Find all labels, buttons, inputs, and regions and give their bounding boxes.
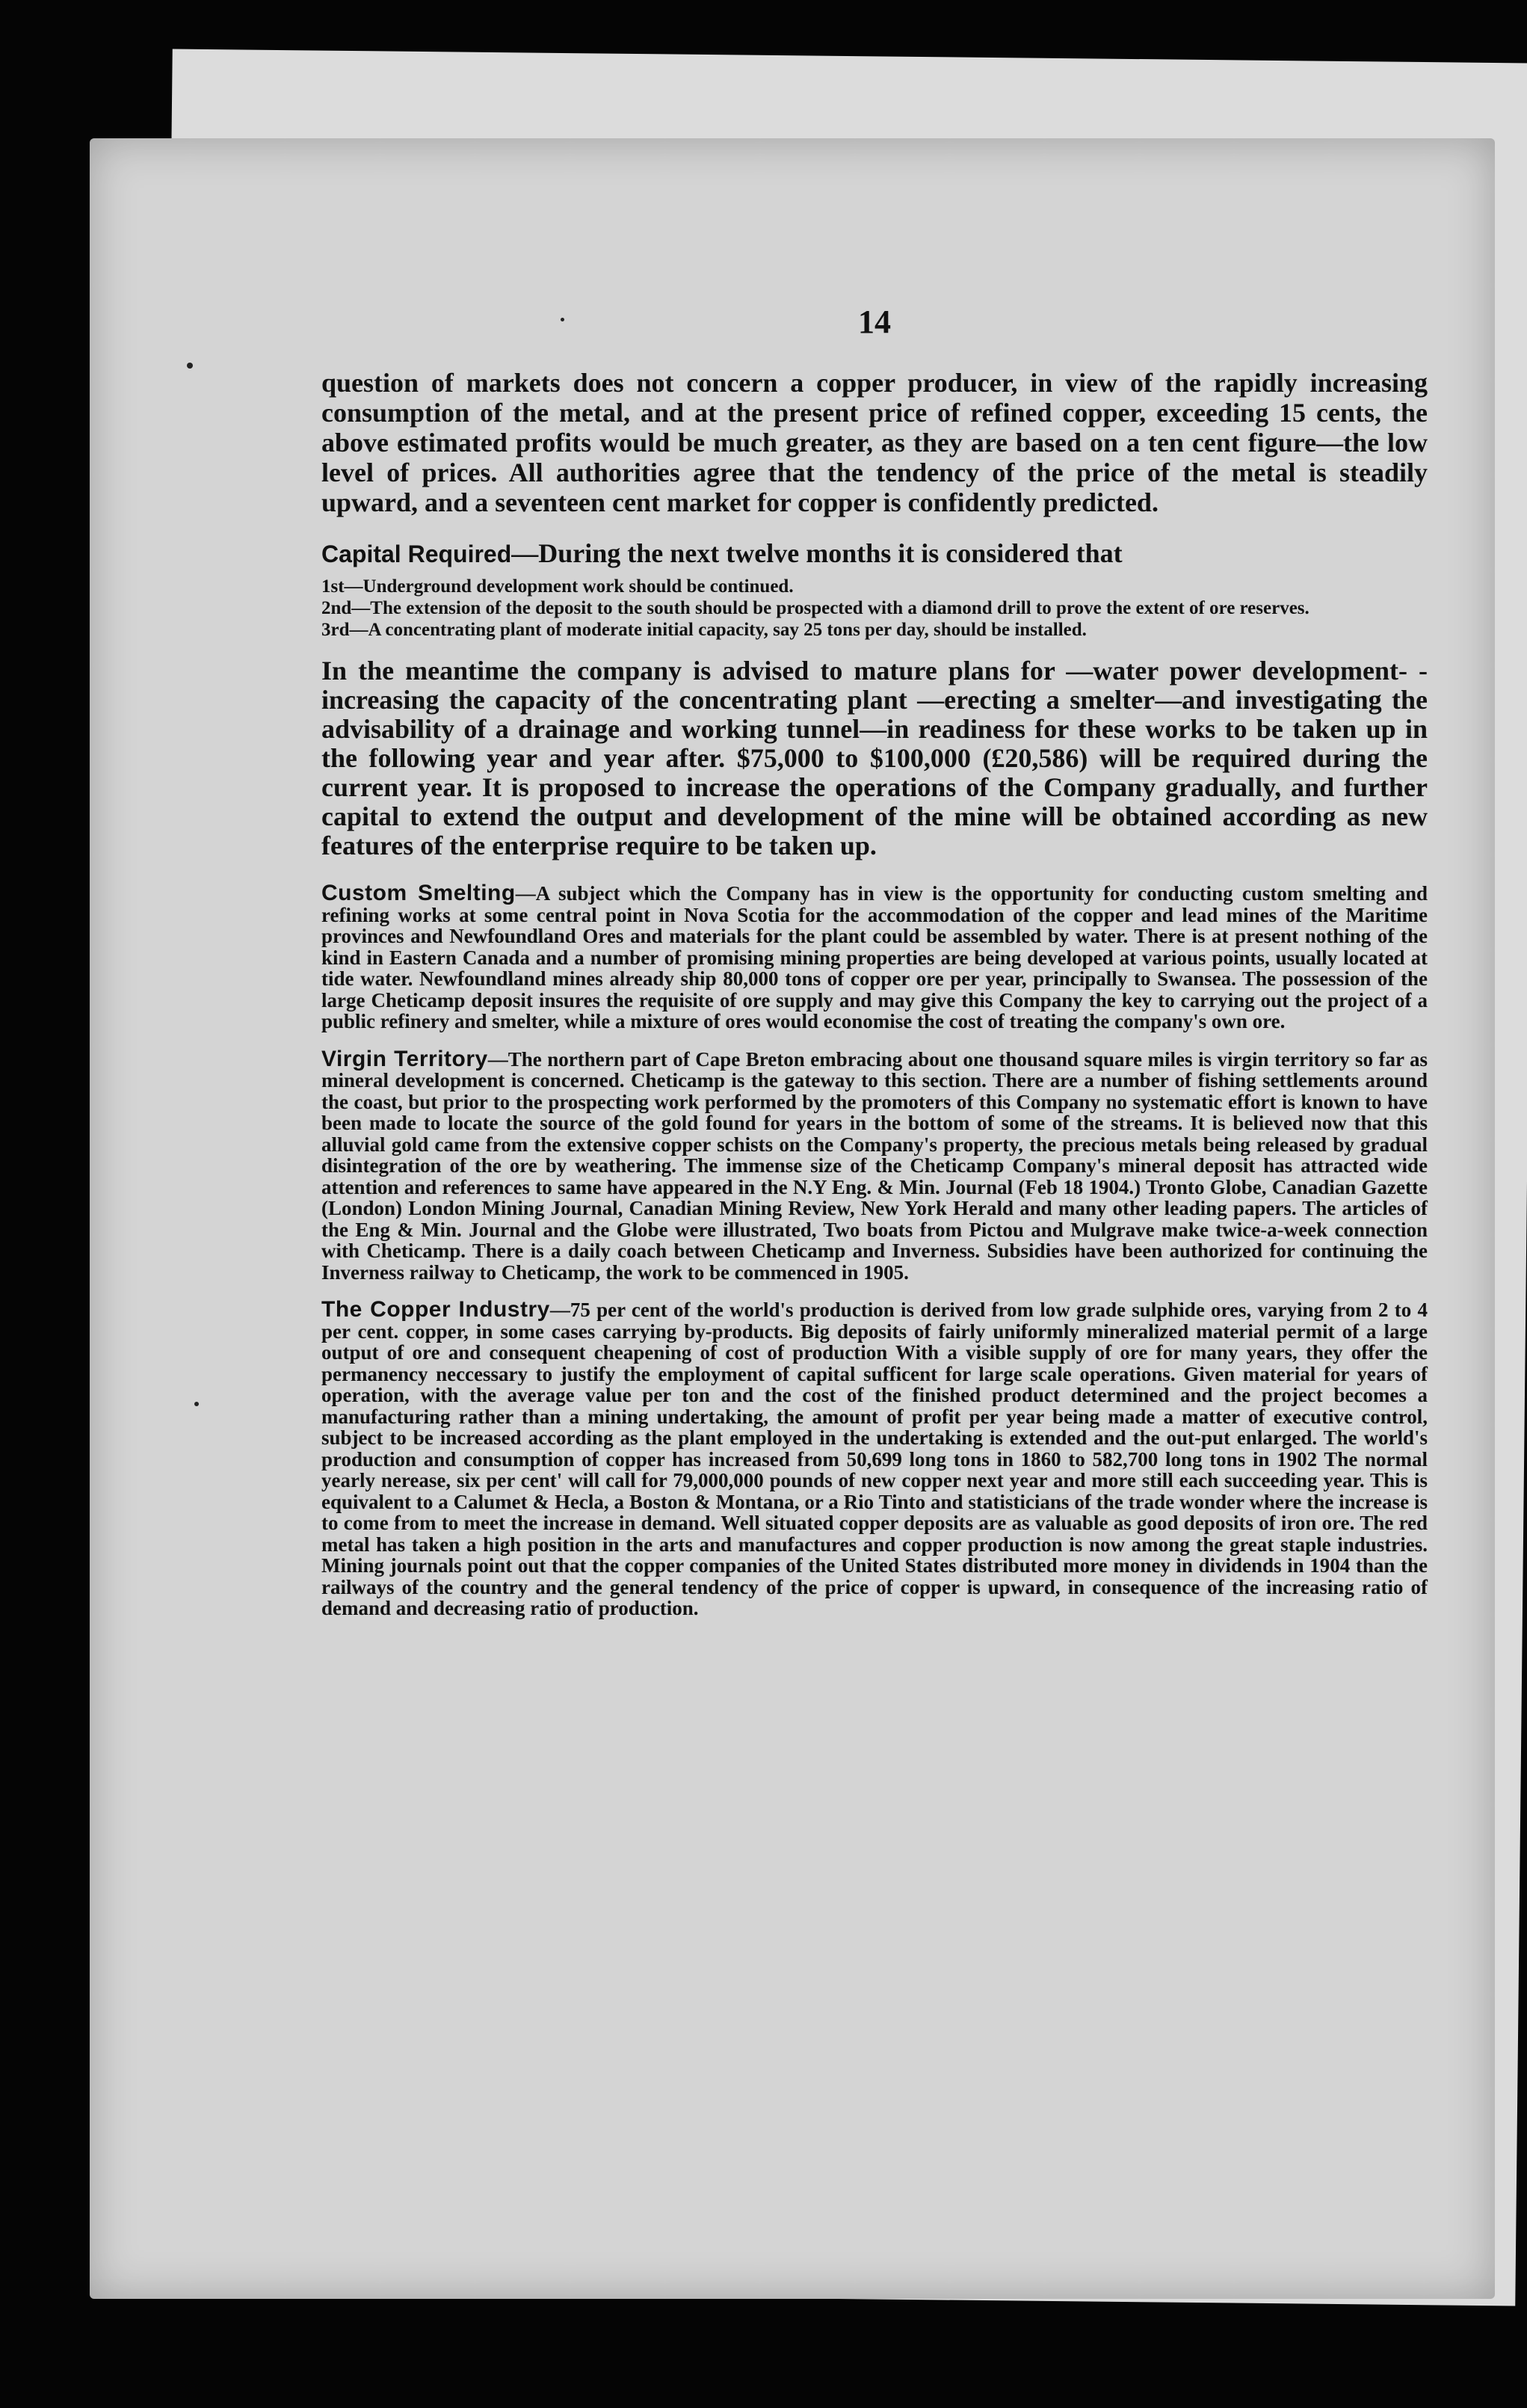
capital-required-heading: Capital Required <box>321 541 512 567</box>
section-heading: The Copper Industry <box>321 1297 550 1322</box>
page-number: 14 <box>858 304 891 340</box>
speck <box>194 1402 199 1406</box>
meantime-paragraph: In the meantime the company is advised to mature plans for —water power development- -increasing the capacity of the concentrating plant —erecting a smelter—and investigating the advisability of a drainage and working tunnel—in readiness for these works to be taken up in the following year and year after. $75,000 to $100,000 (£20,586) will be required during the current year. It is proposed to increase the operations of the Company gradually, and further capital to extend the output and development of the mine will be obtained according as new features of the enterprise require to be taken up. <box>321 656 1428 860</box>
copper-industry-section <box>321 1299 1428 1619</box>
requirement-item: 1st—Underground development work should be continued. <box>321 576 794 597</box>
virgin-territory-section <box>321 1046 1428 1284</box>
requirement-item: 3rd—A concentrating plant of moderate initial capacity, say 25 tons per day, should be installed. <box>321 620 1087 640</box>
speck <box>187 363 193 369</box>
capital-required-line <box>321 538 1428 569</box>
intro-paragraph: question of markets does not concern a copper producer, in view of the rapidly increasing consumption of the metal, and at the present price of refined copper, exceeding 15 cents, the above estimated profits would be much greater, as they are based on a ten cent figure—the low level of prices. All authorities agree that the tendency of the price of the metal is steadily upward, and a seventeen cent market for copper is confidently predicted. <box>321 368 1428 517</box>
section-text: —The northern part of Cape Breton embracing about one thousand square miles is virgin territory so far as mineral development is concerned. Cheticamp is the gateway to this section. There are a number of fishing settlements around the coast, but prior to the prospecting work performed by the promoters of this Company no systematic effort is known to have been made to locate the source of the gold found for years in the bottom of some of the streams. It is believed now that this alluvial gold came from the extensive copper schists on the Company's property, the precious metals being released by gradual disintegration of the ore by weathering. The immense size of the Cheticamp Company's mineral deposit has attracted wide attention and references to same have appeared in the N.Y Eng. & Min. Journal (Feb 18 1904.) Tronto Globe, Canadian Gazette (London) London Mining Journal, Canadian Mining Review, New York Herald and many other leading papers. The articles of the Eng & Min. Journal and the Globe were illustrated, Two boats from Pictou and Mulgrave make twice-a-week connection with Cheticamp. There is a daily coach between Cheticamp and Inverness. Subsidies have been authorized for continuing the Inverness railway to Cheticamp, the work to be commenced in 1905. <box>321 1047 1428 1284</box>
section-text: —75 per cent of the world's production is derived from low grade sulphide ores, varying from 2 to 4 per cent. copper, in some cases carrying by-products. Big deposits of fairly uniformly mineralized material permit of a large output of ore and consequent cheapening of cost of production With a visible supply of ore for many years, they offer the permanency neccessary to justify the employment of capital sufficent for large scale operations. Given material for years of operation, with the average value per ton and the cost of the finished product determined and the project becomes a manufacturing rather than a mining undertaking, the amount of profit per year being made a matter of executive control, subject to be increased according as the plant employed in the undertaking is extended and the out-put enlarged. The world's production and consumption of copper has increased from 50,699 long tons in 1860 to 582,700 long tons in 1902 The normal yearly nerease, six per cent' will call for 79,000,000 pounds of new copper next year and more still each succeeding year. This is equivalent to a Calumet & Hecla, a Boston & Montana, or a Rio Tinto and statisticians of the trade wonder where the increase is to come from to meet the increase in demand. Well situated copper deposits are as valuable as good deposits of iron ore. The red metal has taken a high position in the arts and manufactures and copper production is now among the great staple industries. Mining journals point out that the copper companies of the United States distributed more money in dividends in 1904 than the railways of the country and the general tendency of the price of copper is upward, in consequence of the increasing ratio of demand and decreasing ratio of production. <box>321 1299 1428 1619</box>
capital-required-lead: —During the next twelve months it is considered that <box>511 538 1123 568</box>
requirement-item: 2nd—The extension of the deposit to the south should be prospected with a diamond drill to prove the extent of ore reserves. <box>321 598 1309 618</box>
document-page <box>90 138 1495 2299</box>
page-content <box>321 303 1428 1636</box>
section-heading: Virgin Territory <box>321 1046 488 1071</box>
custom-smelting-section <box>321 883 1428 1032</box>
section-heading: Custom Smelting <box>321 881 516 905</box>
section-text: —A subject which the Company has in view is the opportunity for conducting custom smelting and refining works at some central point in Nova Scotia for the accommodation of the copper and lead mines of the Maritime provinces and Newfoundland Ores and materials for the plant could be assembled by water. There is at present nothing of the kind in Eastern Canada and a number of promising mining properties are being developed at various points, usually located at tide water. Newfoundland mines already ship 80,000 tons of copper ore per year, principally to Swansea. The possession of the large Cheticamp deposit insures the requisite of ore supply and may give this Company the key to carrying out the project of a public refinery and smelter, while a mixture of ores would economise the cost of treating the company's own ore. <box>321 882 1428 1032</box>
requirements-list <box>321 576 1428 640</box>
